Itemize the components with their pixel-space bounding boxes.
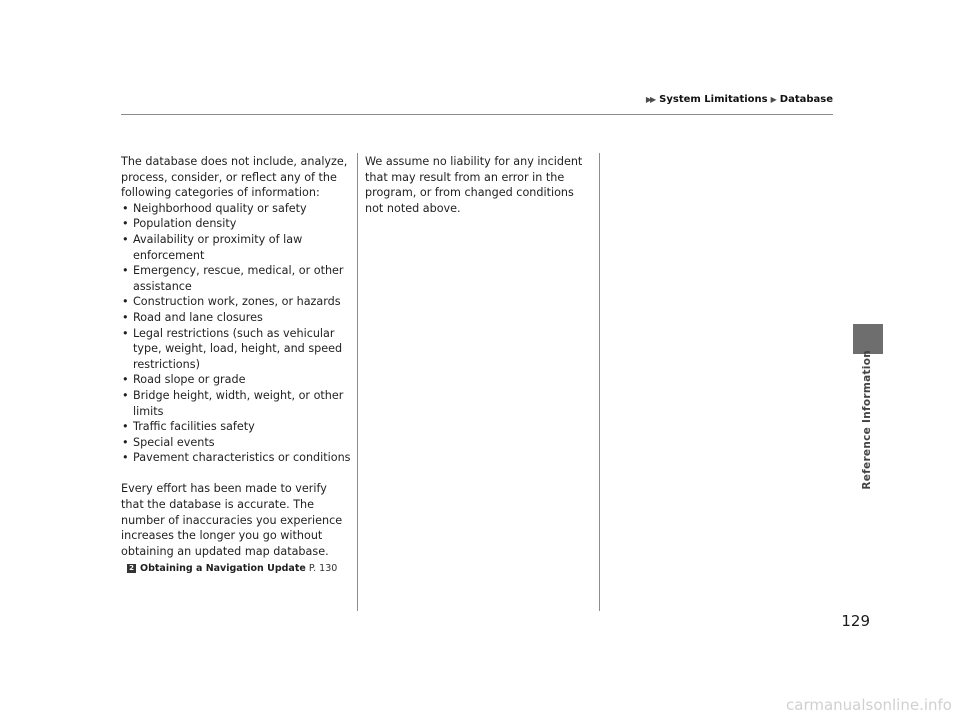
breadcrumb-item: Database bbox=[779, 94, 833, 105]
bullet-icon: • bbox=[122, 373, 129, 387]
bullet-icon: • bbox=[122, 388, 129, 402]
bullet-icon: • bbox=[122, 435, 129, 449]
arrow-icon: ▶ bbox=[770, 95, 775, 104]
intro-paragraph: The database does not include, analyze, process, consider, or reflect any of the following categories of information: bbox=[121, 155, 348, 200]
bullet-list bbox=[121, 201, 353, 466]
list-item: • Population density bbox=[122, 217, 237, 231]
xref-page: P. 130 bbox=[308, 563, 338, 575]
right-column bbox=[365, 154, 593, 216]
list-item: • Traffic facilities safety bbox=[122, 420, 255, 434]
bullet-icon: • bbox=[122, 201, 129, 215]
double-arrow-icon: ▶▶ bbox=[645, 95, 655, 104]
page-number: 129 bbox=[841, 612, 870, 630]
list-item: • Construction work, zones, or hazards bbox=[122, 295, 341, 309]
list-item: • Special events bbox=[122, 435, 215, 449]
bullet-icon: • bbox=[122, 451, 129, 465]
column-divider bbox=[599, 153, 600, 611]
bullet-icon: • bbox=[122, 232, 129, 246]
list-item: • Bridge height, width, weight, or other limits bbox=[122, 388, 344, 418]
section-label-text: Reference Information bbox=[861, 350, 873, 490]
bullet-icon: • bbox=[122, 310, 129, 324]
list-item: • Emergency, rescue, medical, or other assistance bbox=[122, 264, 344, 293]
cross-reference-link[interactable] bbox=[121, 561, 353, 577]
section-label bbox=[852, 350, 882, 490]
list-item: • Neighborhood quality or safety bbox=[122, 201, 307, 215]
xref-title[interactable]: Obtaining a Navigation Update bbox=[140, 563, 306, 575]
watermark: carmanualsonline.info bbox=[786, 696, 952, 714]
header-rule bbox=[121, 114, 833, 115]
reference-icon: 2 bbox=[127, 564, 136, 573]
breadcrumb-item: System Limitations bbox=[659, 94, 768, 105]
list-item: • Legal restrictions (such as vehicular type, weight, load, height, and speed restrictions) bbox=[122, 326, 343, 371]
bullet-icon: • bbox=[122, 264, 129, 278]
spacer bbox=[121, 466, 353, 482]
column-divider bbox=[357, 153, 358, 611]
bullet-icon: • bbox=[122, 420, 129, 434]
list-item: • Availability or proximity of law enforcement bbox=[122, 232, 303, 262]
liability-paragraph: We assume no liability for any incident that may result from an error in the program, or from changed conditions not noted above. bbox=[365, 155, 583, 215]
left-column bbox=[121, 154, 353, 577]
bullet-icon: • bbox=[122, 295, 129, 309]
list-item: • Road and lane closures bbox=[122, 310, 263, 324]
list-item: • Road slope or grade bbox=[122, 373, 246, 387]
breadcrumb bbox=[646, 94, 833, 105]
bullet-icon: • bbox=[122, 326, 129, 340]
list-item: • Pavement characteristics or conditions bbox=[122, 451, 351, 465]
bullet-icon: • bbox=[122, 217, 129, 231]
accuracy-paragraph: Every effort has been made to verify that the database is accurate. The number of inaccuracies you experience increases the longer you go without obtaining an updated map database. bbox=[121, 482, 343, 558]
